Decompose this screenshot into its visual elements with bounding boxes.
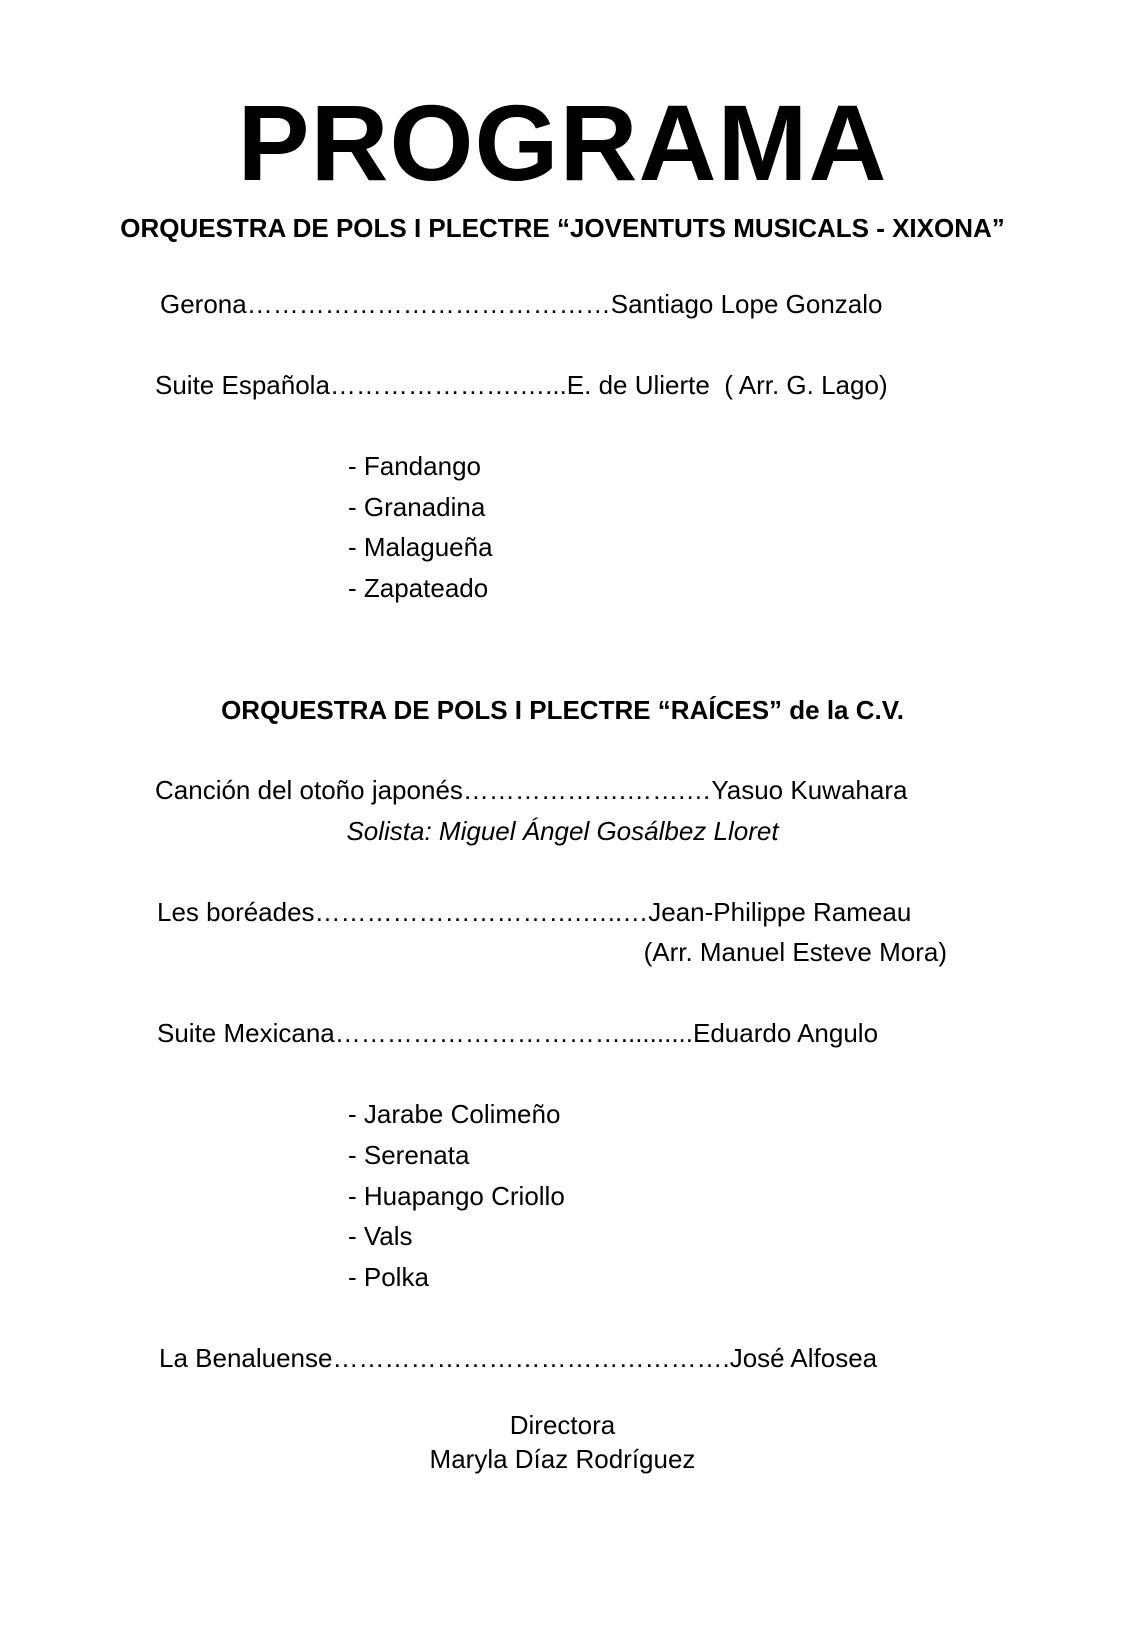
movement-item: - Polka bbox=[348, 1262, 429, 1292]
movement-item: - Granadina bbox=[348, 492, 486, 522]
section2-heading: ORQUESTRA DE POLS I PLECTRE “RAÍCES” de la C.V. bbox=[221, 695, 904, 725]
movement-item: - Vals bbox=[348, 1221, 413, 1251]
director-name: Maryla Díaz Rodríguez bbox=[429, 1444, 696, 1474]
movement-item: - Huapango Criollo bbox=[348, 1181, 565, 1211]
director-role: Directora bbox=[509, 1410, 616, 1440]
piece-suite-mexicana: Suite Mexicana……………………………..........Eduardo Angulo bbox=[157, 1018, 879, 1048]
piece-cancion-otono: Canción del otoño japonés……………….…….…Yasuo Kuwahara bbox=[155, 775, 908, 805]
page-title: PROGRAMA bbox=[237, 82, 888, 203]
piece-gerona: Gerona……………………………………Santiago Lope Gonzalo bbox=[160, 289, 883, 319]
movement-item: - Fandango bbox=[348, 451, 481, 481]
arranger-line: (Arr. Manuel Esteve Mora) bbox=[643, 937, 947, 967]
piece-la-benaluense: La Benaluense……………………………………….José Alfosea bbox=[159, 1343, 878, 1373]
soloist-line: Solista: Miguel Ángel Gosálbez Lloret bbox=[346, 816, 779, 846]
movement-item: - Serenata bbox=[348, 1140, 470, 1170]
movement-item: - Zapateado bbox=[348, 573, 489, 603]
movement-item: - Jarabe Colimeño bbox=[348, 1099, 561, 1129]
piece-suite-espanola: Suite Española………………….…...E. de Ulierte ( Arr. G. Lago) bbox=[155, 370, 888, 400]
section1-heading: ORQUESTRA DE POLS I PLECTRE “JOVENTUTS MUSICALS - XIXONA” bbox=[120, 213, 1005, 243]
piece-les-boreades: Les boréades………………………….…..…Jean-Philippe Rameau bbox=[157, 897, 912, 927]
movement-item: - Malagueña bbox=[348, 532, 493, 562]
